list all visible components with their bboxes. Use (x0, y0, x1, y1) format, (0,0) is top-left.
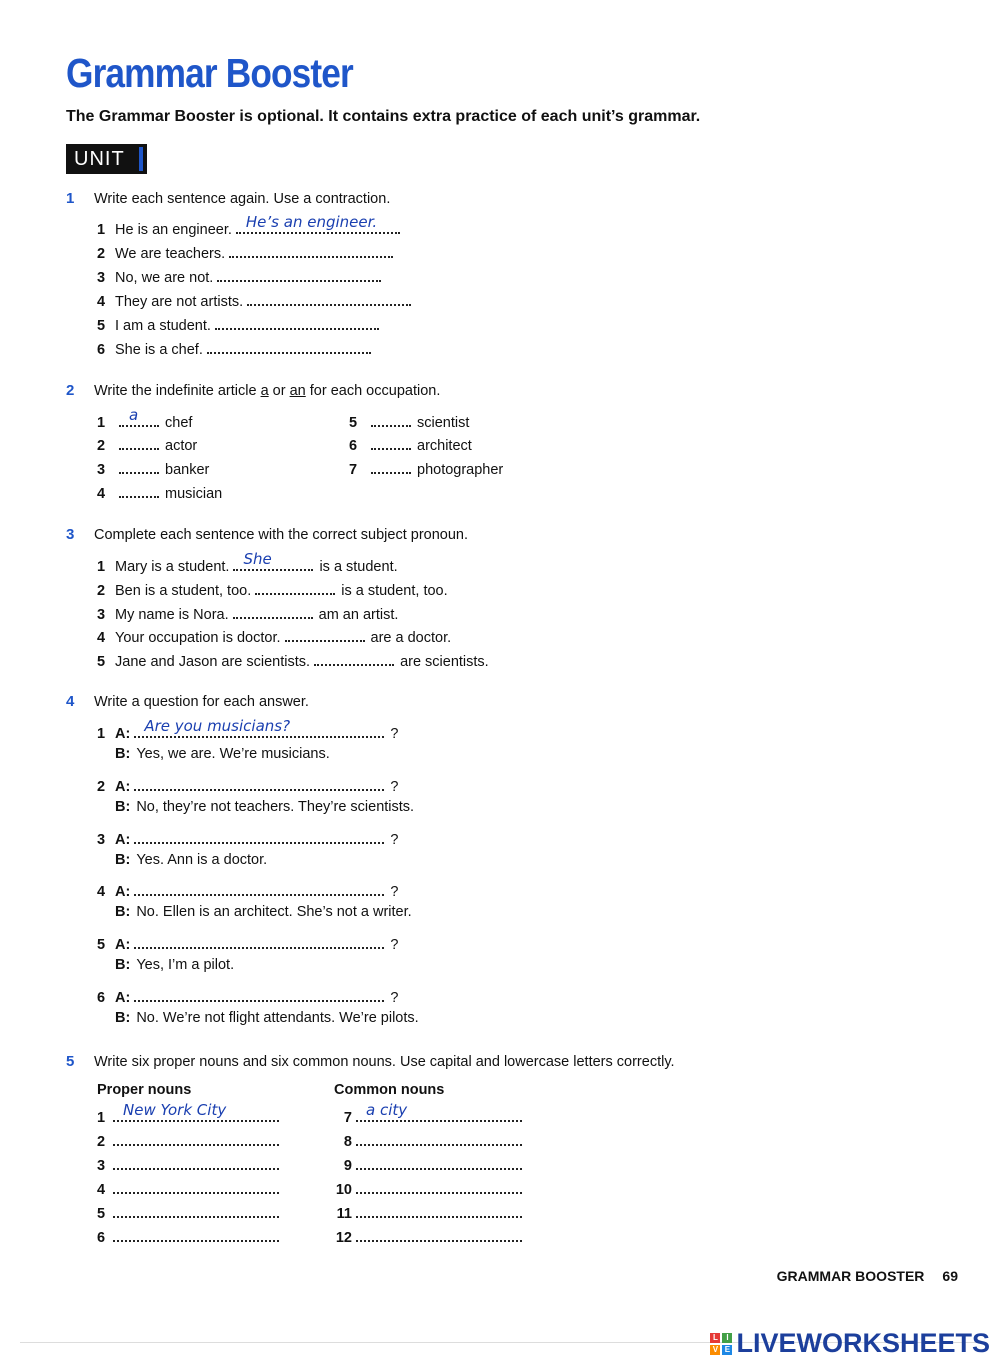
logo-square: V (710, 1345, 720, 1355)
item-number: 5 (97, 318, 106, 334)
noun-field[interactable] (113, 1130, 279, 1146)
sentence-text: He is an engineer. (115, 222, 232, 238)
exercise-4-question-line (97, 986, 398, 1006)
occupation-word: photographer (417, 462, 504, 478)
sentence-text: are a doctor. (370, 630, 452, 646)
noun-field[interactable] (113, 1154, 279, 1170)
item-number: 4 (97, 486, 106, 502)
sentence-text: Ben is a student, too. (115, 583, 252, 599)
item-number: 4 (97, 1182, 106, 1198)
page-footer (777, 1268, 958, 1284)
footer-section: GRAMMAR BOOSTER (776, 1268, 925, 1284)
sentence-text: I am a student. (115, 318, 211, 334)
instruction-text: or (268, 383, 290, 399)
item-number: 3 (97, 832, 106, 848)
item-number: 12 (335, 1230, 352, 1246)
answer-field[interactable] (247, 290, 411, 306)
noun-field[interactable] (356, 1178, 522, 1194)
item-number: 10 (335, 1182, 352, 1198)
sentence-text: Mary is a student. (115, 559, 230, 575)
sentence-text: Your occupation is doctor. (115, 630, 281, 646)
common-noun-item (332, 1202, 528, 1222)
common-noun-item (332, 1226, 528, 1246)
question-mark: ? (390, 832, 399, 848)
question-field[interactable] (134, 717, 384, 738)
item-number: 3 (97, 270, 106, 286)
sentence-text: am an artist. (318, 607, 399, 623)
unit-badge-bar (139, 147, 143, 171)
question-mark: ? (390, 726, 399, 742)
question-field[interactable] (134, 880, 384, 896)
exercise-3-item (97, 603, 398, 623)
exercise-2-item (97, 482, 222, 502)
proper-noun-item (97, 1130, 285, 1150)
page-title: Grammar Booster (66, 50, 353, 96)
sentence-text: is a student, too. (341, 583, 448, 599)
common-noun-item (332, 1178, 528, 1198)
occupation-word: architect (417, 438, 472, 454)
pronoun-field[interactable] (314, 650, 394, 666)
item-number: 11 (336, 1206, 352, 1222)
exercise-4-question-line (97, 880, 398, 900)
handwritten-answer: a city (366, 1101, 408, 1119)
logo-square: E (722, 1345, 732, 1355)
exercise-4-question-line (97, 775, 398, 795)
item-number: 1 (97, 1110, 106, 1126)
noun-field[interactable] (356, 1226, 522, 1242)
speaker-a-label: A: (115, 832, 131, 848)
exercise-4-question-line (97, 717, 399, 742)
exercise-2-item (349, 411, 469, 431)
article-field[interactable] (371, 411, 411, 427)
answer-text: Yes. Ann is a doctor. (136, 852, 268, 868)
exercise-2-number: 2 (66, 382, 75, 399)
answer-text: No. Ellen is an architect. She’s not a writer. (136, 904, 412, 920)
speaker-b-label: B: (115, 852, 131, 868)
answer-text: No. We’re not flight attendants. We’re pilots. (136, 1010, 419, 1026)
exercise-3-item (97, 579, 448, 599)
sentence-text: My name is Nora. (115, 607, 229, 623)
sentence-text: She is a chef. (115, 342, 203, 358)
pronoun-field[interactable] (285, 626, 365, 642)
question-field[interactable] (134, 986, 384, 1002)
speaker-b-label: B: (115, 746, 131, 762)
unit-badge (66, 144, 147, 174)
common-noun-item (332, 1101, 528, 1126)
handwritten-answer: New York City (123, 1101, 227, 1119)
handwritten-answer: Are you musicians? (144, 717, 291, 735)
question-field[interactable] (134, 828, 384, 844)
item-number: 4 (97, 294, 106, 310)
item-number: 1 (97, 559, 106, 575)
proper-noun-item (97, 1154, 285, 1174)
exercise-1-item (97, 314, 385, 334)
item-number: 2 (97, 438, 106, 454)
item-number: 4 (97, 884, 106, 900)
article-field[interactable] (119, 458, 159, 474)
proper-noun-item (97, 1202, 285, 1222)
logo-square: I (722, 1333, 732, 1343)
item-number: 3 (97, 607, 106, 623)
exercise-4-answer-line (115, 746, 330, 762)
noun-field[interactable] (113, 1101, 279, 1122)
exercise-4-question-line (97, 828, 398, 848)
item-number: 7 (349, 462, 358, 478)
instruction-text: for each occupation. (305, 383, 441, 399)
answer-field[interactable] (229, 242, 393, 258)
proper-noun-item (97, 1226, 285, 1246)
exercise-4-answer-line (115, 852, 267, 868)
exercise-4-instruction: Write a question for each answer. (94, 694, 309, 710)
question-mark: ? (390, 937, 399, 953)
item-number: 6 (97, 1230, 106, 1246)
item-number: 7 (343, 1110, 352, 1126)
exercise-2-item (349, 458, 503, 478)
noun-field[interactable] (356, 1154, 522, 1170)
occupation-word: scientist (417, 415, 470, 431)
item-number: 2 (97, 583, 106, 599)
answer-field[interactable] (207, 338, 371, 354)
exercise-4-question-line (97, 933, 398, 953)
exercise-1-number: 1 (66, 190, 75, 207)
speaker-b-label: B: (115, 957, 131, 973)
exercise-2-item (349, 434, 472, 454)
instruction-article-a: a (260, 383, 269, 399)
brand-name: LIVEWORKSHEETS (736, 1328, 990, 1358)
item-number: 1 (97, 726, 106, 742)
item-number: 1 (97, 415, 106, 431)
pronoun-field[interactable] (255, 579, 335, 595)
noun-field[interactable] (356, 1130, 522, 1146)
speaker-b-label: B: (115, 1010, 131, 1026)
exercise-1-item (97, 266, 387, 286)
article-field[interactable] (371, 434, 411, 450)
exercise-3-instruction: Complete each sentence with the correct subject pronoun. (94, 527, 468, 543)
answer-field[interactable] (215, 314, 379, 330)
exercise-1-instruction: Write each sentence again. Use a contraction. (94, 191, 391, 207)
answer-field[interactable] (217, 266, 381, 282)
article-field[interactable] (371, 458, 411, 474)
noun-field[interactable] (113, 1202, 279, 1218)
exercise-2-instruction (94, 383, 440, 399)
exercise-4-answer-line (115, 1010, 419, 1026)
speaker-a-label: A: (115, 884, 131, 900)
page-number: 69 (942, 1268, 958, 1284)
item-number: 8 (343, 1134, 352, 1150)
item-number: 9 (343, 1158, 352, 1174)
item-number: 6 (349, 438, 358, 454)
noun-field[interactable] (356, 1202, 522, 1218)
item-number: 2 (97, 779, 106, 795)
exercise-4-number: 4 (66, 693, 75, 710)
answer-text: Yes, we are. We’re musicians. (136, 746, 330, 762)
proper-nouns-heading: Proper nouns (97, 1082, 192, 1098)
handwritten-answer: He’s an engineer. (245, 213, 378, 231)
speaker-a-label: A: (115, 990, 131, 1006)
exercise-3-item (97, 550, 398, 575)
sentence-text: is a student. (319, 559, 398, 575)
answer-text: Yes, I’m a pilot. (136, 957, 235, 973)
item-number: 6 (97, 990, 106, 1006)
exercise-4-answer-line (115, 799, 414, 815)
exercise-2-item (97, 458, 209, 478)
item-number: 2 (97, 1134, 106, 1150)
item-number: 3 (97, 462, 106, 478)
answer-text: No, they’re not teachers. They’re scientists. (136, 799, 415, 815)
instruction-text: Write the indefinite article (94, 383, 261, 399)
speaker-a-label: A: (115, 779, 131, 795)
handwritten-answer: She (243, 550, 272, 568)
handwritten-answer: a (129, 406, 139, 424)
answer-field[interactable] (236, 213, 400, 234)
liveworksheets-brand (710, 1328, 990, 1359)
liveworksheets-logo-icon (710, 1333, 732, 1355)
sentence-text: No, we are not. (115, 270, 214, 286)
article-field[interactable] (119, 482, 159, 498)
pronoun-field[interactable] (233, 550, 313, 571)
pronoun-field[interactable] (233, 603, 313, 619)
sentence-text: Jane and Jason are scientists. (115, 654, 311, 670)
speaker-b-label: B: (115, 799, 131, 815)
noun-field[interactable] (356, 1101, 522, 1122)
exercise-4-answer-line (115, 957, 234, 973)
page-subtitle: The Grammar Booster is optional. It contains extra practice of each unit’s grammar. (66, 108, 701, 125)
question-mark: ? (390, 990, 399, 1006)
speaker-b-label: B: (115, 904, 131, 920)
item-number: 2 (97, 246, 106, 262)
unit-label: UNIT (74, 148, 125, 170)
noun-field[interactable] (113, 1178, 279, 1194)
article-field[interactable] (119, 434, 159, 450)
exercise-5-number: 5 (66, 1053, 75, 1070)
item-number: 5 (349, 415, 358, 431)
occupation-word: musician (165, 486, 223, 502)
question-mark: ? (390, 779, 399, 795)
proper-noun-item (97, 1178, 285, 1198)
question-mark: ? (390, 884, 399, 900)
exercise-3-item (97, 650, 489, 670)
common-nouns-heading: Common nouns (334, 1082, 445, 1098)
speaker-a-label: A: (115, 726, 131, 742)
exercise-2-item (97, 406, 193, 431)
exercise-1-item (97, 290, 417, 310)
exercise-3-number: 3 (66, 526, 75, 543)
item-number: 5 (97, 937, 106, 953)
noun-field[interactable] (113, 1226, 279, 1242)
exercise-4-answer-line (115, 904, 412, 920)
article-field[interactable] (119, 406, 159, 427)
item-number: 5 (97, 654, 106, 670)
exercise-3-item (97, 626, 451, 646)
sentence-text: are scientists. (400, 654, 489, 670)
item-number: 6 (97, 342, 106, 358)
sentence-text: We are teachers. (115, 246, 226, 262)
question-field[interactable] (134, 775, 384, 791)
question-field[interactable] (134, 933, 384, 949)
instruction-article-an: an (289, 383, 306, 399)
occupation-word: actor (165, 438, 198, 454)
logo-square: L (710, 1333, 720, 1343)
item-number: 5 (97, 1206, 106, 1222)
item-number: 4 (97, 630, 106, 646)
exercise-5-instruction: Write six proper nouns and six common nouns. Use capital and lowercase letters correctly. (94, 1054, 675, 1070)
item-number: 3 (97, 1158, 106, 1174)
common-noun-item (332, 1154, 528, 1174)
exercise-1-item (97, 338, 377, 358)
proper-noun-item (97, 1101, 285, 1126)
speaker-a-label: A: (115, 937, 131, 953)
occupation-word: banker (165, 462, 210, 478)
item-number: 1 (97, 222, 106, 238)
common-noun-item (332, 1130, 528, 1150)
exercise-2-item (97, 434, 197, 454)
sentence-text: They are not artists. (115, 294, 244, 310)
exercise-1-item (97, 213, 406, 238)
occupation-word: chef (165, 415, 193, 431)
exercise-1-item (97, 242, 399, 262)
